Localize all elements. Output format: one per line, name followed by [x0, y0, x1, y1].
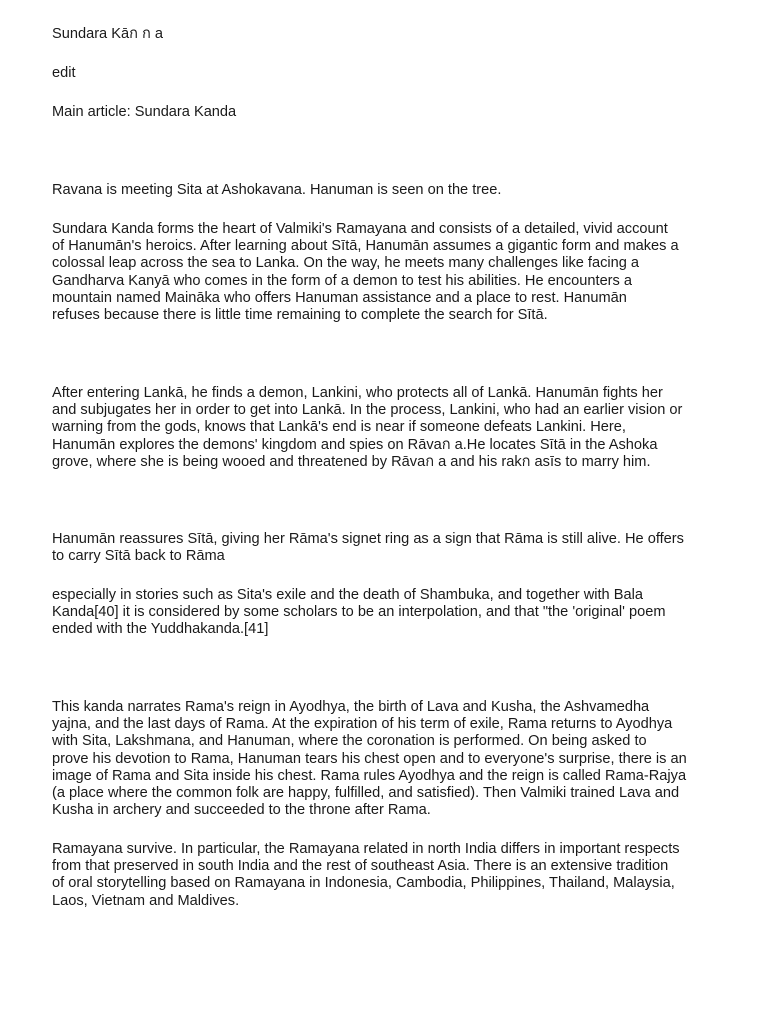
paragraph-signet-ring: Hanumān reassures Sītā, giving her Rāma's signet ring as a sign that Rāma is still alive. He offers to carry Sītā back to Rāma	[52, 531, 684, 565]
paragraph-uttara-kanda: This kanda narrates Rama's reign in Ayodhya, the birth of Lava and Kusha, the Ashvamedha yajna, and the last days of Rama. At the expiration of his term of exile, Rama returns to Ayodhya with Sita, Lakshmana, and Hanuman, where the coronation is performed. On being asked to prove his devotion to Rama, Hanuman tears his chest open and to everyone's surprise, there is an image of Rama and Sita inside his chest. Rama rules Ayodhya and the reign is called Rama-Rajya (a place where the common folk are happy, fulfilled, and satisfied). Then Valmiki trained Lava and Kusha in archery and succeeded to the throne after Rama.	[52, 699, 687, 819]
paragraph-interpolation: especially in stories such as Sita's exile and the death of Shambuka, and together with Bala Kanda[40] it is considered by some scholars to be an interpolation, and that "the 'original' poem ended with the Yuddhakanda.[41]	[52, 587, 666, 638]
paragraph-versions: Ramayana survive. In particular, the Ramayana related in north India differs in important respects from that preserved in south India and the rest of southeast Asia. There is an extensive tradition of oral storytelling based on Ramayana in Indonesia, Cambodia, Philippines, Thailand, Malaysia, Laos, Vietnam and Maldives.	[52, 841, 680, 909]
main-article-link[interactable]: Main article: Sundara Kanda	[52, 104, 237, 120]
paragraph-lanka: After entering Lankā, he finds a demon, Lankini, who protects all of Lankā. Hanumān fights her and subjugates her in order to get into Lankā. In the process, Lankini, who had an earlier vision or warning from the gods, knows that Lankā's end is near if someone defeats Lankini. Here, Hanumān explores the demons' kingdom and spies on Rāvaก a.He locates Sītā in the Ashoka grove, where she is being wooed and threatened by Rāvaก a and his rakก asīs to marry him.	[52, 385, 683, 470]
section-title: Sundara Kāก ก a	[52, 26, 163, 42]
edit-link-text[interactable]: edit	[52, 65, 76, 81]
image-caption: Ravana is meeting Sita at Ashokavana. Hanuman is seen on the tree.	[52, 182, 502, 198]
paragraph-sundara-intro: Sundara Kanda forms the heart of Valmiki's Ramayana and consists of a detailed, vivid account of Hanumān's heroics. After learning about Sītā, Hanumān assumes a gigantic form and makes a colossal leap across the sea to Lanka. On the way, he meets many challenges like facing a Gandharva Kanyā who comes in the form of a demon to test his abilities. He encounters a mountain named Maināka who offers Hanuman assistance and a place to rest. Hanumān refuses because there is little time remaining to complete the search for Sītā.	[52, 221, 679, 324]
edit-link[interactable]	[52, 65, 76, 82]
